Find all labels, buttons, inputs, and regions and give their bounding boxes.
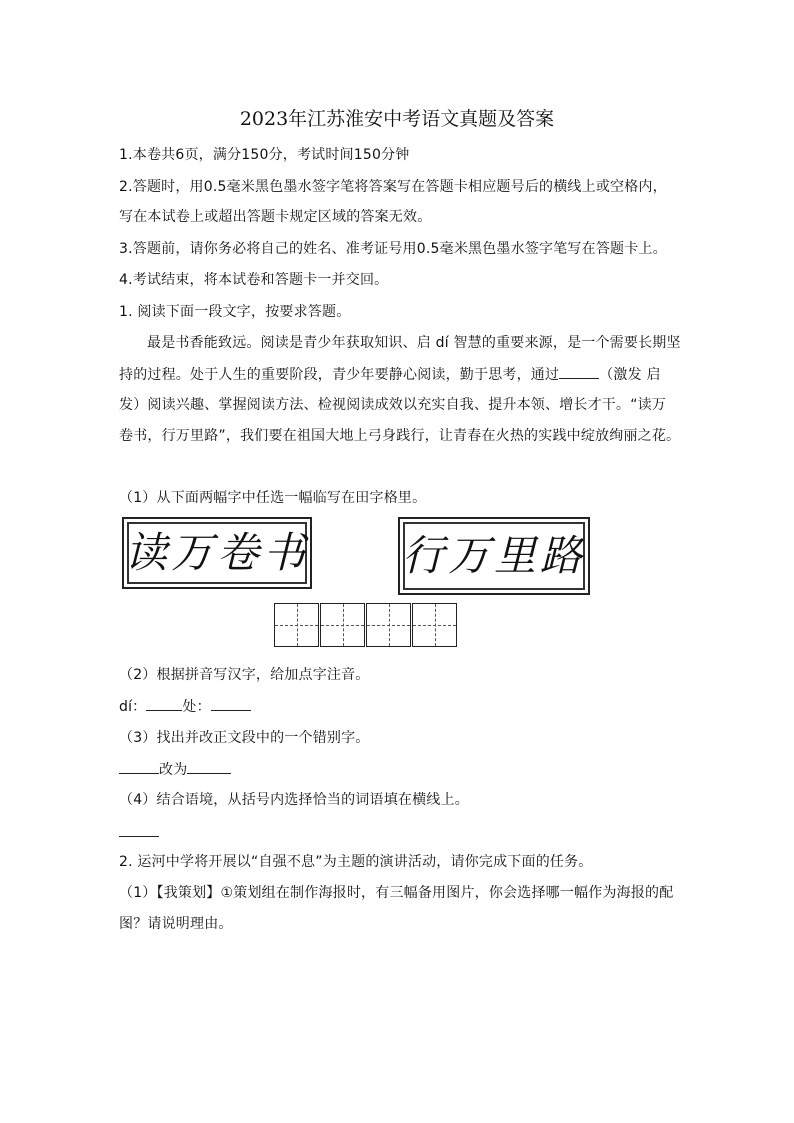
- answer-blank[interactable]: [187, 759, 231, 774]
- instruction-2-cont: 写在本试卷上或超出答题卡规定区域的答案无效。: [119, 209, 432, 225]
- calligraphy-sample-right: 行万里路: [398, 517, 590, 595]
- sub-question-4: （4）结合语境，从括号内选择恰当的词语填在横线上。: [119, 792, 469, 808]
- sub-question-2-answer: [119, 696, 251, 717]
- fill-blank-word[interactable]: [559, 364, 599, 379]
- correction-label: 改为: [159, 762, 188, 778]
- answer-blank[interactable]: [119, 822, 159, 837]
- instruction-2: 2.答题时，用0.5毫米黑色墨水签字笔将答案写在答题卡相应题号后的横线上或空格内，: [119, 179, 667, 195]
- question-1-heading: 1. 阅读下面一段文字，按要求答题。: [119, 304, 351, 320]
- sub-question-2: （2）根据拼音写汉字，给加点字注音。: [119, 667, 370, 683]
- question-2-heading: 2. 运河中学将开展以“自强不息”为主题的演讲活动，请你完成下面的任务。: [119, 854, 593, 870]
- tianzige-grid: [274, 603, 458, 647]
- char-label: 处：: [182, 699, 211, 715]
- sub-question-1: （1）从下面两幅字中任选一幅临写在田字格里。: [119, 490, 427, 506]
- passage-line-2: [119, 364, 661, 385]
- calligraphy-sample-left: 读万卷书: [122, 517, 312, 589]
- instruction-1: 1.本卷共6页，满分150分，考试时间150分钟: [119, 147, 410, 163]
- sub-question-3-answer: [119, 759, 231, 780]
- sub-question-4-answer: [119, 822, 159, 843]
- q2-sub1-line1: （1）【我策划】①策划组在制作海报时，有三幅备用图片，你会选择哪一幅作为海报的配: [119, 885, 674, 901]
- passage-line-3: 发）阅读兴趣、掌握阅读方法、检视阅读成效以充实自我、提升本领、增长才干。“读万: [119, 397, 667, 413]
- tianzige-cell[interactable]: [412, 603, 457, 647]
- passage-line-2-text: 持的过程。处于人生的重要阶段，青少年要静心阅读，勤于思考，通过: [119, 367, 560, 383]
- answer-blank[interactable]: [119, 759, 159, 774]
- page-title: 2023年江苏淮安中考语文真题及答案: [239, 108, 555, 130]
- answer-blank[interactable]: [211, 696, 251, 711]
- passage-line-2-options: （激发 启: [599, 367, 661, 383]
- answer-blank[interactable]: [146, 696, 182, 711]
- pinyin-label: dí：: [119, 699, 147, 715]
- tianzige-cell[interactable]: [366, 603, 411, 647]
- tianzige-cell[interactable]: [320, 603, 365, 647]
- instruction-4: 4.考试结束，将本试卷和答题卡一并交回。: [119, 272, 389, 288]
- tianzige-cell[interactable]: [274, 603, 319, 647]
- instruction-3: 3.答题前，请你务必将自己的姓名、准考证号用0.5毫米黑色墨水签字笔写在答题卡上。: [119, 241, 667, 257]
- passage-line-4: 卷书，行万里路”，我们要在祖国大地上弓身践行，让青春在火热的实践中绽放绚丽之花。: [119, 428, 681, 444]
- passage-line-1: 最是书香能致远。阅读是青少年获取知识、启 dí 智慧的重要来源，是一个需要长期坚: [147, 335, 681, 351]
- sub-question-3: （3）找出并改正文段中的一个错别字。: [119, 730, 370, 746]
- q2-sub1-line2: 图？请说明理由。: [119, 916, 233, 932]
